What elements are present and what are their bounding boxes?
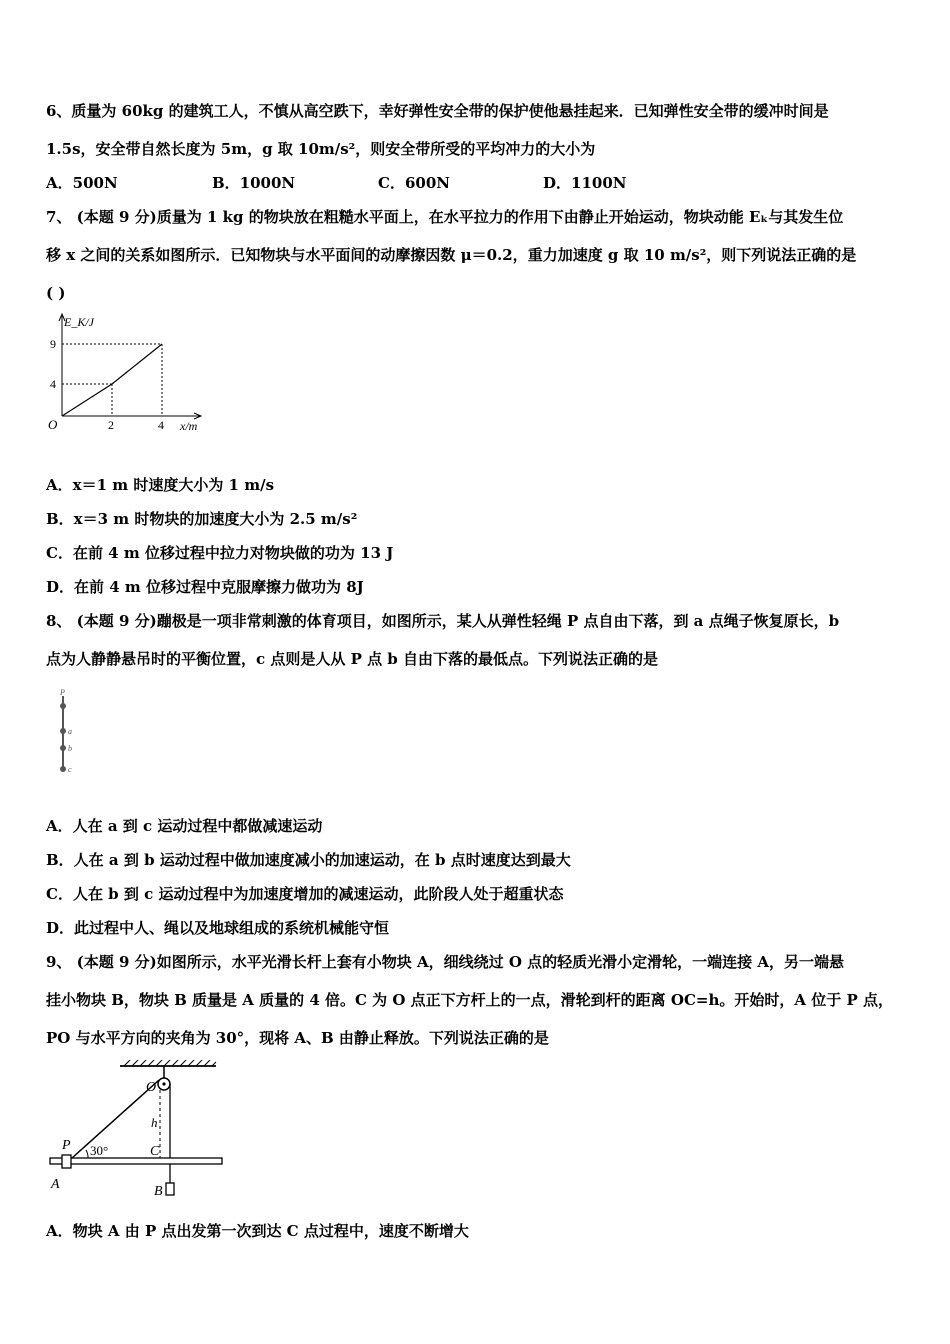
- ceiling-hatch: [124, 1060, 216, 1066]
- label-p: P: [60, 688, 65, 697]
- q8-option-b: B．人在 a 到 b 运动过程中做加速度减小的加速运动，在 b 点时速度达到最大: [46, 851, 571, 869]
- q6-option-b: B．1000N: [212, 174, 296, 192]
- y-axis-label: E_K/J: [64, 315, 94, 329]
- label-b: b: [68, 744, 72, 753]
- q8-stem-line1: 8、 (本题 9 分)蹦极是一项非常刺激的体育项目，如图所示，某人从弹性轻绳 P 点自由下落，到 a 点绳子恢复原长，b: [46, 612, 840, 630]
- block-b: [166, 1183, 174, 1195]
- bungee-diagram: [50, 686, 90, 778]
- q8-option-c: C．人在 b 到 c 运动过程中为加速度增加的减速运动，此阶段人处于超重状态: [46, 885, 564, 903]
- label-o: O: [146, 1080, 157, 1095]
- pulley-axle: [162, 1082, 165, 1085]
- pulley-diagram: [46, 1060, 232, 1202]
- block-a: [62, 1155, 71, 1168]
- label-b: B: [154, 1184, 163, 1199]
- q7-option-c: C．在前 4 m 位移过程中拉力对物块做的功为 13 J: [46, 544, 394, 562]
- label-c: c: [68, 765, 72, 774]
- q6-option-d: D．1100N: [543, 174, 627, 192]
- label-p: P: [62, 1138, 71, 1153]
- x-axis-label: x/m: [180, 419, 198, 433]
- q7-stem-line1: 7、 (本题 9 分)质量为 1 kg 的物块放在粗糙水平面上，在水平拉力的作用下由静止开始运动，物块动能 Eₖ与其发生位: [46, 208, 844, 226]
- q9-stem-line1: 9、 (本题 9 分)如图所示，水平光滑长杆上套有小物块 A，细线绕过 O 点的轻质光滑小定滑轮，一端连接 A，另一端悬: [46, 953, 844, 971]
- q7-option-d: D．在前 4 m 位移过程中克服摩擦力做功为 8J: [46, 578, 364, 596]
- q6-option-a: A．500N: [46, 174, 118, 192]
- q8-option-d: D．此过程中人、绳以及地球组成的系统机械能守恒: [46, 919, 390, 937]
- q7-stem-line2: 移 x 之间的关系如图所示．已知物块与水平面间的动摩擦因数 μ＝0.2，重力加速度 g 取 10 m/s²，则下列说法正确的是: [46, 246, 857, 264]
- point-p-dot: [60, 703, 66, 709]
- origin-label: O: [48, 417, 58, 432]
- horizontal-rod: [50, 1158, 222, 1164]
- angle-arc: [86, 1150, 88, 1158]
- ek-x-graph: [40, 308, 220, 438]
- label-angle: 30°: [90, 1143, 109, 1158]
- q9-stem-line3: PO 与水平方向的夹角为 30°，现将 A、B 由静止释放。下列说法正确的是: [46, 1029, 549, 1047]
- q6-stem-line2: 1.5s，安全带自然长度为 5m，g 取 10m/s²，则安全带所受的平均冲力的大小为: [46, 140, 596, 158]
- y-tick-label-0: 4: [50, 377, 56, 391]
- q9-option-a: A．物块 A 由 P 点出发第一次到达 C 点过程中，速度不断增大: [46, 1222, 469, 1240]
- y-tick-label-1: 9: [50, 337, 56, 351]
- data-segment-2: [112, 344, 162, 384]
- q6-option-c: C．600N: [378, 174, 450, 192]
- point-c-dot: [60, 766, 66, 772]
- q8-option-a: A．人在 a 到 c 运动过程中都做减速运动: [46, 817, 323, 835]
- label-h: h: [151, 1115, 158, 1130]
- data-segment-1: [62, 384, 112, 416]
- q6-stem-line1: 6、质量为 60kg 的建筑工人，不慎从高空跌下，幸好弹性安全带的保护使他悬挂起来．已知弹性安全带的缓冲时间是: [46, 102, 829, 120]
- q8-stem-line2: 点为人静静悬吊时的平衡位置，c 点则是人从 P 点 b 自由下落的最低点。下列说法正确的是: [46, 650, 659, 668]
- label-c: C: [150, 1144, 160, 1159]
- q7-option-b: B．x＝3 m 时物块的加速度大小为 2.5 m/s²: [46, 510, 358, 528]
- x-tick-label-1: 4: [158, 418, 164, 432]
- q9-stem-line2: 挂小物块 B，物块 B 质量是 A 质量的 4 倍。C 为 O 点正下方杆上的一点，滑轮到杆的距离 OC=h。开始时，A 位于 P 点，: [46, 991, 893, 1009]
- q7-stem-line3: ( ): [46, 284, 66, 302]
- point-a-dot: [60, 728, 66, 734]
- point-b-dot: [60, 745, 66, 751]
- label-a: a: [68, 727, 72, 736]
- q7-option-a: A．x＝1 m 时速度大小为 1 m/s: [46, 476, 275, 494]
- x-tick-label-0: 2: [108, 418, 114, 432]
- label-a: A: [51, 1177, 60, 1192]
